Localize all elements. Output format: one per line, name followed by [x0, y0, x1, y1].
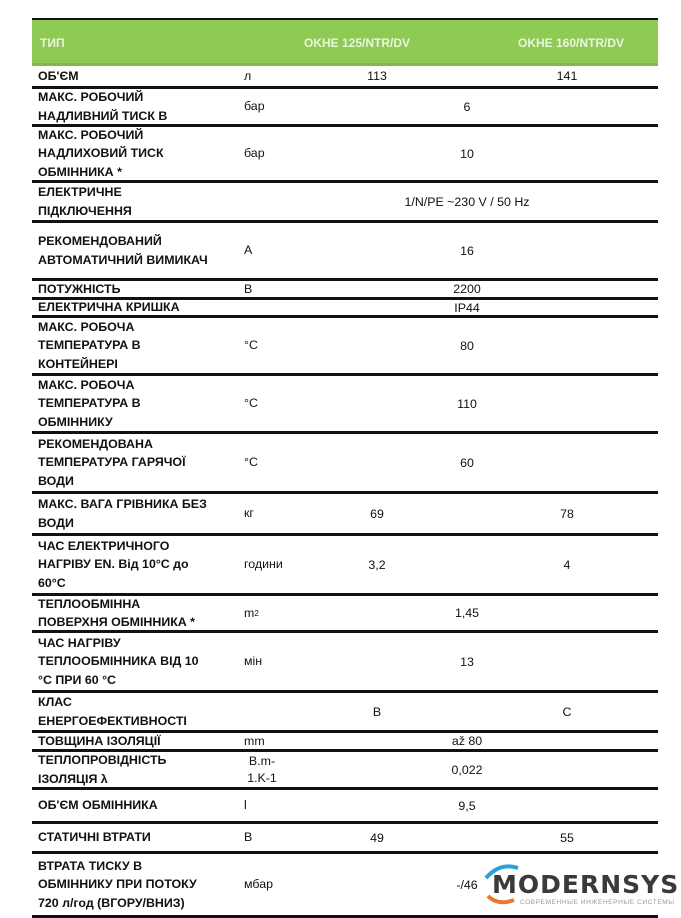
row-label: КЛАС ЕНЕРГОЕФЕКТИВНОСТІ [38, 695, 187, 728]
table-row [32, 693, 658, 733]
row-unit [244, 494, 254, 533]
unit-text: °C [244, 396, 258, 410]
table-row [32, 536, 658, 596]
table-row [32, 223, 658, 281]
row-unit [244, 824, 252, 851]
row-unit [244, 281, 252, 297]
row-unit [244, 854, 273, 915]
table-row [32, 633, 658, 693]
unit-text: кг [244, 506, 254, 520]
row-value-model-2: 141 [556, 69, 578, 83]
row-value-model-2: 55 [560, 830, 574, 845]
row-value-model-2: C [562, 704, 572, 719]
row-unit [244, 633, 262, 690]
table-row [32, 733, 658, 752]
row-label: ЧАС ЕЛЕКТРИЧНОГО НАГРІВУ EN. Від 10°C до 60°C [38, 538, 189, 590]
row-value-model-1: 3,2 [368, 557, 386, 572]
row-label: ТЕПЛОПРОВІДНІСТЬ ІЗОЛЯЦІЯ λ [38, 753, 167, 786]
unit-text: мін [244, 654, 263, 668]
table-row [32, 824, 658, 854]
row-label: МАКС. РОБОЧИЙ НАДЛИХОВИЙ ТИСК ОБМІННИКА * [38, 127, 164, 179]
unit-text: бар [244, 146, 265, 160]
unit-superscript: 2 [254, 608, 259, 618]
row-unit [244, 376, 258, 431]
unit-text: л [244, 68, 252, 83]
row-label: ТЕПЛООБМІННА ПОВЕРХНЯ ОБМІННИКА * [38, 596, 195, 629]
row-label: МАКС. ВАГА ГРІВНИКА БЕЗ ВОДИ [38, 497, 207, 530]
row-value-model-1: 69 [370, 506, 384, 521]
unit-text: В [244, 281, 253, 296]
unit-text: мбар [244, 877, 273, 891]
unit-text: A [244, 243, 253, 257]
row-unit [244, 223, 252, 278]
row-shared-value: 110 [457, 396, 477, 411]
row-label: ТОВЩИНА ІЗОЛЯЦІЇ [38, 733, 161, 748]
row-shared-value: až 80 [451, 734, 483, 748]
header-type: ТИП [40, 36, 65, 50]
table-row [32, 434, 658, 494]
table-row [32, 790, 658, 824]
row-unit [244, 89, 265, 124]
unit-text: години [244, 557, 283, 571]
unit-text: m [244, 605, 255, 620]
row-shared-value: 6 [463, 99, 471, 114]
row-value-model-1: 113 [367, 69, 387, 83]
row-unit [244, 790, 247, 821]
row-shared-value: IP44 [454, 300, 480, 315]
header-model-2: OKHE 160/NTR/DV [518, 36, 625, 50]
row-shared-value: 10 [460, 146, 474, 161]
table-row [32, 127, 658, 183]
table-row [32, 752, 658, 790]
row-label: ЕЛЕКТРИЧНЕ ПІДКЛЮЧЕННЯ [38, 185, 132, 218]
row-shared-value: 0,022 [451, 762, 483, 777]
row-unit [244, 733, 265, 749]
table-body [32, 66, 658, 918]
unit-text: l [244, 798, 247, 812]
table-row [32, 494, 658, 536]
row-unit [244, 434, 258, 491]
row-label: РЕКОМЕНДОВАНА ТЕМПЕРАТУРА ГАРЯЧОЇ ВОДИ [38, 436, 186, 488]
row-shared-value: 1/N/PE ~230 V / 50 Hz [404, 194, 530, 209]
row-label: РЕКОМЕНДОВАНИЙ АВТОМАТИЧНИЙ ВИМИКАЧ [38, 234, 208, 267]
table-header [32, 18, 658, 66]
row-shared-value: 13 [460, 654, 474, 669]
row-value-model-1: B [372, 704, 382, 719]
row-unit [244, 596, 259, 630]
row-shared-value: 9,5 [458, 798, 476, 813]
table-row [32, 281, 658, 300]
row-shared-value: 1,45 [454, 606, 480, 620]
row-shared-value: -/46 [456, 877, 478, 892]
row-value-model-1: 49 [370, 830, 384, 845]
table-row [32, 376, 658, 434]
row-label: МАКС. РОБОЧА ТЕМПЕРАТУРА В КОНТЕЙНЕРІ [38, 319, 141, 371]
table-row [32, 596, 658, 633]
logo-brand: MODERNSYS [492, 870, 680, 899]
table-row [32, 318, 658, 376]
table-row [32, 89, 658, 127]
row-value-model-2: 4 [563, 557, 571, 572]
modernsys-logo [478, 860, 681, 908]
unit-text: °C [244, 338, 258, 352]
row-label: ОБ'ЄМ [38, 68, 79, 83]
row-shared-value: 2200 [453, 282, 481, 296]
row-value-model-2: 78 [560, 506, 574, 521]
spec-table [32, 18, 658, 918]
row-shared-value: 16 [460, 243, 474, 258]
row-shared-value: 60 [460, 455, 474, 470]
row-label: ЕЛЕКТРИЧНА КРИШКА [38, 300, 180, 315]
unit-text: бар [244, 99, 265, 113]
header-model-1: OKHE 125/NTR/DV [304, 36, 411, 50]
row-unit [244, 752, 280, 787]
row-shared-value: 80 [460, 338, 474, 353]
logo-tagline: СОВРЕМЕННЫЕ ИНЖЕНЕРНЫЕ СИСТЕМЫ [520, 899, 675, 906]
row-label: МАКС. РОБОЧА ТЕМПЕРАТУРА В ОБМІННИКУ [38, 377, 141, 429]
table-row [32, 66, 658, 89]
row-label: ВТРАТА ТИСКУ В ОБМІННИКУ ПРИ ПОТОКУ 720 л/год (ВГОРУ/ВНИЗ) [38, 858, 197, 910]
row-unit [244, 536, 283, 593]
row-unit [244, 318, 258, 373]
unit-text: B.m-1.K-1 [247, 753, 277, 785]
row-label: МАКС. РОБОЧИЙ НАДЛИВНИЙ ТИСК В [38, 90, 168, 123]
row-label: СТАТИЧНІ ВТРАТИ [38, 830, 151, 845]
row-label: ЧАС НАГРІВУ ТЕПЛООБМІННИКА ВІД 10 °C ПРИ 60 °C [38, 635, 199, 687]
table-row [32, 183, 658, 223]
row-unit [244, 127, 265, 180]
unit-text: °C [244, 455, 258, 469]
row-label: ОБ'ЄМ ОБМІННИКА [38, 798, 158, 813]
unit-text: mm [244, 733, 265, 748]
row-unit [244, 66, 251, 86]
unit-text: В [244, 830, 253, 844]
row-label: ПОТУЖНІСТЬ [38, 281, 121, 296]
table-row [32, 300, 658, 318]
